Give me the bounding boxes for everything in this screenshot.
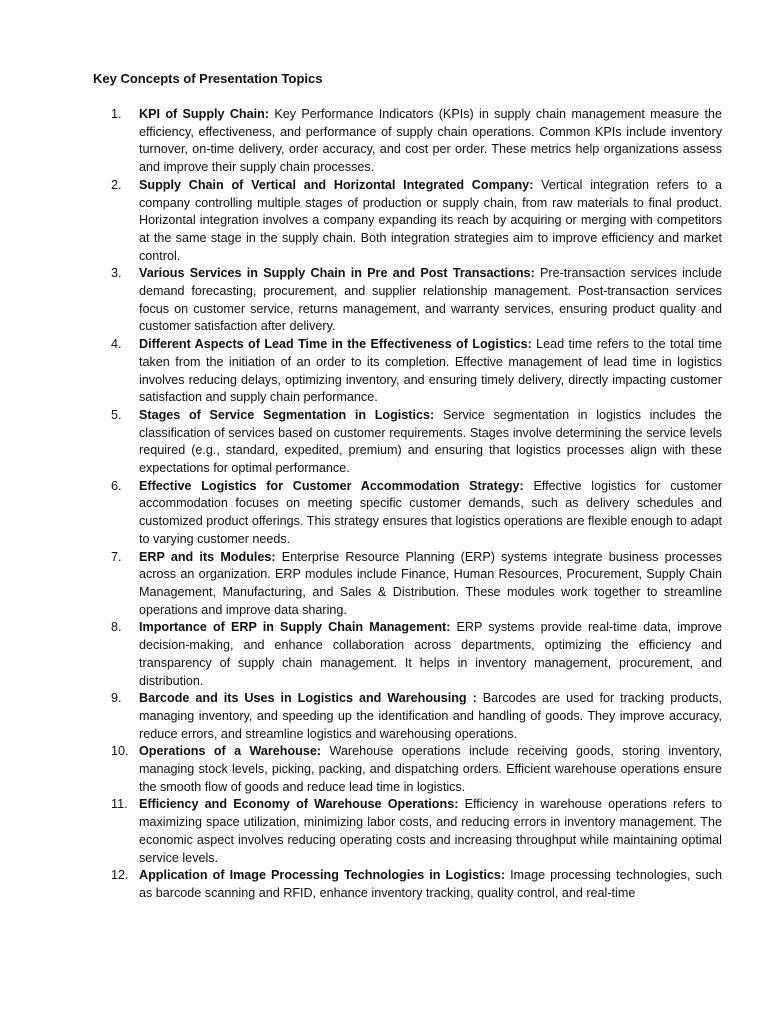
item-body: Vertical integration refers to a company controlling multiple stages of production or supply chain, from raw materials to final product. Horizontal integration involves a company expanding its reach by acquiring or merging with competitors at the same stage in the supply chain. Both integration strategies aim to improve efficiency and market control. [139, 177, 723, 263]
item-heading: Barcode and its Uses in Logistics and Warehousing : [139, 691, 477, 706]
item-heading: Importance of ERP in Supply Chain Management: [139, 620, 451, 635]
item-heading: ERP and its Modules: [139, 549, 276, 564]
item-number: 12. [111, 868, 129, 883]
item-heading: Different Aspects of Lead Time in the Effectiveness of Logistics: [139, 337, 532, 352]
item-body: Pre-transaction services include demand forecasting, procurement, and supplier relationship management. Post-transaction services focus on customer service, returns management, and warranty services, ensuring product quality and customer satisfaction after delivery. [139, 266, 722, 334]
list-item [111, 867, 722, 902]
list-item [111, 336, 722, 407]
item-number: 7. [111, 549, 122, 564]
list-item [111, 549, 722, 620]
list-item [111, 743, 723, 796]
item-heading: Effective Logistics for Customer Accommodation Strategy: [139, 478, 524, 493]
item-number: 9. [111, 691, 122, 706]
item-body: Warehouse operations include receiving goods, storing inventory, managing stock levels, picking, packing, and dispatching orders. Efficient warehouse operations ensure the smooth flow of goods and reduce lead time in logistics. [139, 744, 723, 794]
item-body: Image processing technologies, such as barcode scanning and RFID, enhance inventory tracking, quality control, and real-time [139, 868, 722, 900]
list-item [111, 106, 722, 177]
item-heading: Supply Chain of Vertical and Horizontal Integrated Company: [139, 177, 534, 192]
item-heading: Application of Image Processing Technologies in Logistics: [139, 868, 506, 883]
item-number: 10. [111, 744, 129, 759]
item-number: 8. [111, 620, 122, 635]
item-number: 5. [111, 407, 122, 422]
list-item [111, 177, 723, 266]
item-heading: Operations of a Warehouse: [139, 744, 322, 759]
item-body: Barcodes are used for tracking products, managing inventory, and speeding up the identification and handling of goods. They improve accuracy, reduce errors, and streamline logistics and warehousing operations. [139, 691, 722, 741]
item-body: Service segmentation in logistics includes the classification of services based on customer requirements. Stages involve determining the service levels required (e.g., standard, expedited, premium) and ensuring that logistics processes align with these expectations for optimal performance. [139, 407, 723, 476]
item-heading: Efficiency and Economy of Warehouse Operations: [139, 797, 459, 812]
document-title: Key Concepts of Presentation Topics [93, 71, 323, 86]
item-heading: Stages of Service Segmentation in Logistics: [139, 407, 435, 422]
item-number: 6. [111, 478, 122, 493]
list-item [111, 796, 722, 867]
item-heading: Various Services in Supply Chain in Pre and Post Transactions: [139, 266, 535, 281]
item-number: 2. [111, 177, 122, 192]
list-item [111, 407, 723, 478]
item-body: ERP systems provide real-time data, improve decision-making, and enhance collaboration across departments, optimizing the efficiency and transparency of supply chain management. It helps in inventory management, procurement, and distribution. [139, 620, 722, 688]
item-body: Effective logistics for customer accommodation focuses on meeting specific customer demands, such as delivery schedules and customized product offerings. This strategy ensures that logistics operations are flexible enough to adapt to varying customer needs. [139, 478, 723, 546]
item-heading: KPI of Supply Chain: [139, 107, 270, 121]
item-number: 1. [111, 107, 122, 121]
item-body: Efficiency in warehouse operations refers to maximizing space utilization, minimizing labor costs, and reducing errors in inventory management. The economic aspect involves reducing operating costs and increasing throughput while maintaining optimal service levels. [139, 797, 722, 865]
item-number: 3. [111, 266, 122, 281]
list-item [111, 619, 722, 690]
list-item [111, 265, 722, 336]
topic-list [111, 106, 723, 903]
list-item [111, 690, 722, 743]
list-item [111, 478, 723, 549]
item-body: Lead time refers to the total time taken from the initiation of an order to its completion. Effective management of lead time in logistics involves reducing delays, optimizing inventory, and ensuring timely delivery, directly impacting customer satisfaction and supply chain performance. [139, 337, 722, 405]
item-body: Key Performance Indicators (KPIs) in supply chain management measure the efficiency, effectiveness, and performance of supply chain operations. Common KPIs include inventory turnover, on-time delivery, order accuracy, and cost per order. These metrics help organizations assess and improve their supply chain processes. [139, 107, 722, 175]
item-body: Enterprise Resource Planning (ERP) systems integrate business processes across an organization. ERP modules include Finance, Human Resources, Procurement, Supply Chain Management, Manufacturing, and Sales & Distribution. These modules work together to streamline operations and improve data sharing. [139, 549, 722, 617]
item-number: 11. [111, 797, 128, 812]
item-number: 4. [111, 337, 122, 352]
